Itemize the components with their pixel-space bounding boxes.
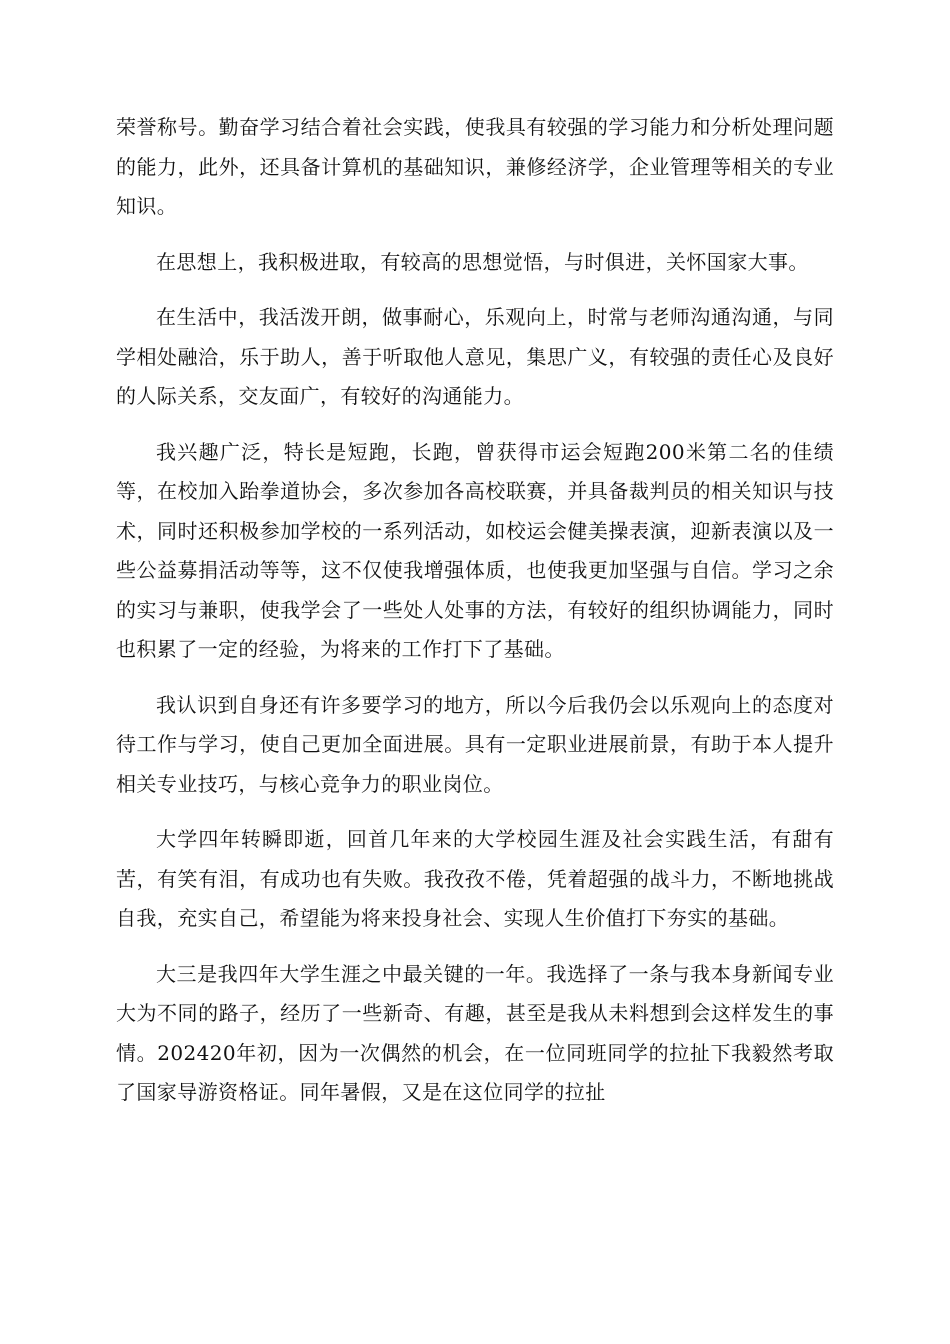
document-body (116, 108, 834, 1129)
paragraph-3: 在生活中，我活泼开朗，做事耐心，乐观向上，时常与老师沟通沟通，与同学相处融洽，乐于助人，善于听取他人意见，集思广义，有较强的责任心及良好的人际关系，交友面广，有较好的沟通能力。 (116, 305, 834, 408)
paragraph-7: 大三是我四年大学生涯之中最关键的一年。我选择了一条与我本身新闻专业大为不同的路子，经历了一些新奇、有趣，甚至是我从未料想到会这样发生的事情。202420年初，因为一次偶然的机会，在一位同班同学的拉扯下我毅然考取了国家导游资格证。同年暑假，又是在这位同学的拉扯 (116, 961, 834, 1104)
paragraph-4: 我兴趣广泛，特长是短跑，长跑，曾获得市运会短跑200米第二名的佳绩等，在校加入跆拳道协会，多次参加各高校联赛，并具备裁判员的相关知识与技术，同时还积极参加学校的一系列活动，如校运会健美操表演，迎新表演以及一些公益募捐活动等等，这不仅使我增强体质，也使我更加坚强与自信。学习之余的实习与兼职，使我学会了一些处人处事的方法，有较好的组织协调能力，同时也积累了一定的经验，为将来的工作打下了基础。 (116, 439, 834, 661)
paragraph-6: 大学四年转瞬即逝，回首几年来的大学校园生涯及社会实践生活，有甜有苦，有笑有泪，有成功也有失败。我孜孜不倦，凭着超强的战斗力，不断地挑战自我，充实自己，希望能为将来投身社会、实现人生价值打下夯实的基础。 (116, 827, 834, 930)
paragraph-2: 在思想上，我积极进取，有较高的思想觉悟，与时俱进，关怀国家大事。 (156, 249, 809, 274)
paragraph-1: 荣誉称号。勤奋学习结合着社会实践，使我具有较强的学习能力和分析处理问题的能力，此外，还具备计算机的基础知识，兼修经济学，企业管理等相关的专业知识。 (116, 115, 834, 218)
paragraph-5: 我认识到自身还有许多要学习的地方，所以今后我仍会以乐观向上的态度对待工作与学习，使自己更加全面进展。具有一定职业进展前景，有助于本人提升相关专业技巧，与核心竞争力的职业岗位。 (116, 692, 834, 796)
